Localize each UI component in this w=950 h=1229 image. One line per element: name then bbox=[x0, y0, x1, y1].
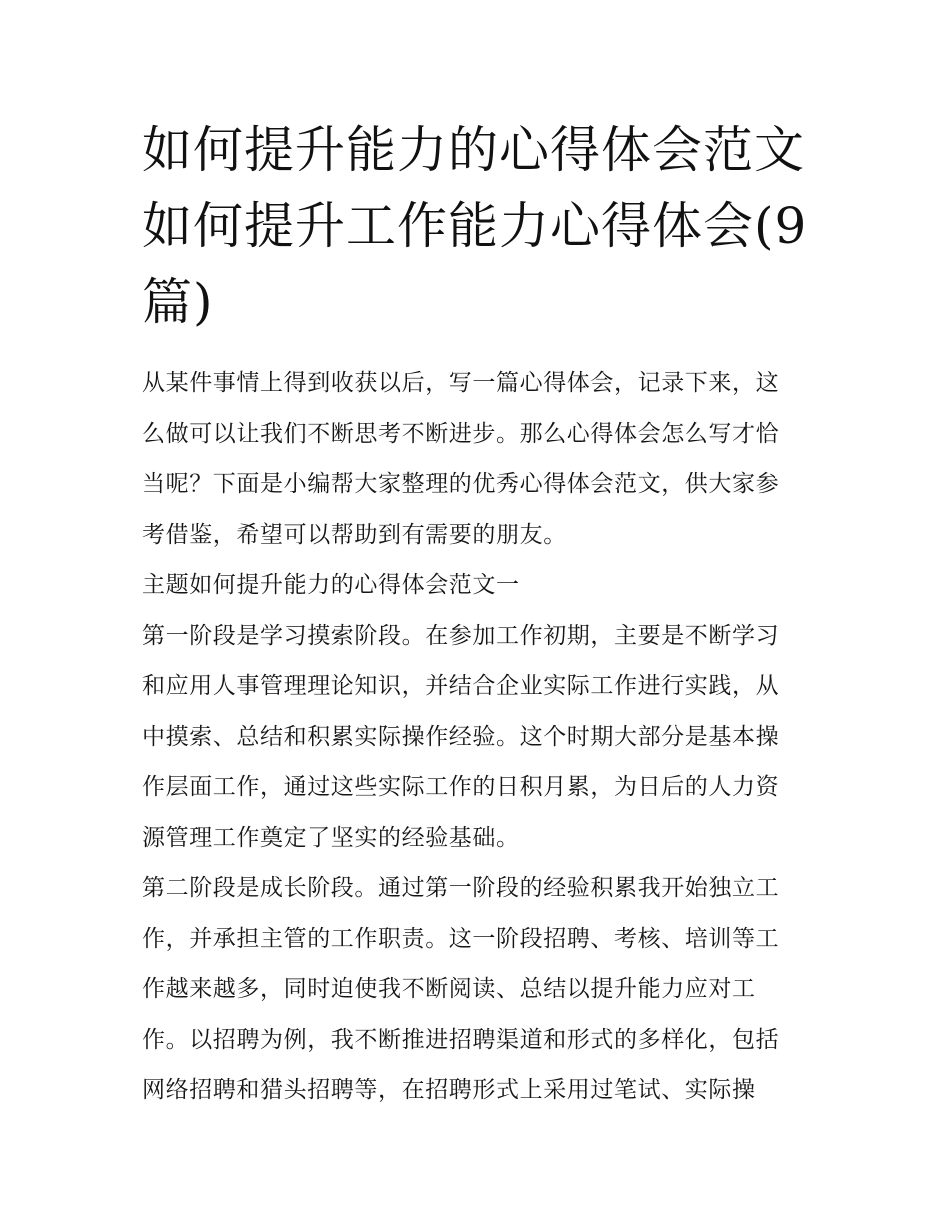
intro-line: 当呢？下面是小编帮大家整理的优秀心得体会范文，供大家参 bbox=[142, 471, 780, 497]
stage-one-line: 源管理工作奠定了坚实的经验基础。 bbox=[142, 824, 520, 851]
stage-two-line: 作，并承担主管的工作职责。这一阶段招聘、考核、培训等工 bbox=[142, 925, 780, 952]
intro-paragraph bbox=[142, 358, 812, 560]
stage-two-line: 网络招聘和猎头招聘等，在招聘形式上采用过笔试、实际操 bbox=[142, 1077, 756, 1103]
section-heading bbox=[142, 560, 812, 611]
intro-line: 从某件事情上得到收获以后，写一篇心得体会，记录下来，这 bbox=[142, 370, 780, 396]
title-line: 如何提升能力的心得体会范文 bbox=[142, 121, 805, 179]
title-line: 篇) bbox=[142, 273, 214, 331]
section-heading-text: 主题如何提升能力的心得体会范文一 bbox=[142, 572, 520, 598]
document-content bbox=[142, 112, 812, 1116]
stage-two-line: 作。以招聘为例，我不断推进招聘渠道和形式的多样化，包括 bbox=[142, 1026, 780, 1053]
stage-two-line: 作越来越多，同时迫使我不断阅读、总结以提升能力应对工 bbox=[142, 976, 756, 1002]
stage-one-line: 第一阶段是学习摸索阶段。在参加工作初期，主要是不断学习 bbox=[142, 622, 780, 649]
title-line: 如何提升工作能力心得体会(9 bbox=[142, 197, 808, 255]
stage-one-line: 中摸索、总结和积累实际操作经验。这个时期大部分是基本操 bbox=[142, 723, 780, 750]
stage-two-paragraph bbox=[142, 863, 812, 1116]
document-title bbox=[142, 112, 812, 340]
intro-line: 么做可以让我们不断思考不断进步。那么心得体会怎么写才恰 bbox=[142, 420, 780, 447]
intro-line: 考借鉴，希望可以帮助到有需要的朋友。 bbox=[142, 521, 567, 548]
stage-two-line: 第二阶段是成长阶段。通过第一阶段的经验积累我开始独立工 bbox=[142, 875, 780, 901]
stage-one-line: 和应用人事管理理论知识，并结合企业实际工作进行实践，从 bbox=[142, 673, 780, 699]
stage-one-line: 作层面工作，通过这些实际工作的日积月累，为日后的人力资 bbox=[142, 774, 780, 800]
stage-one-paragraph bbox=[142, 611, 812, 864]
